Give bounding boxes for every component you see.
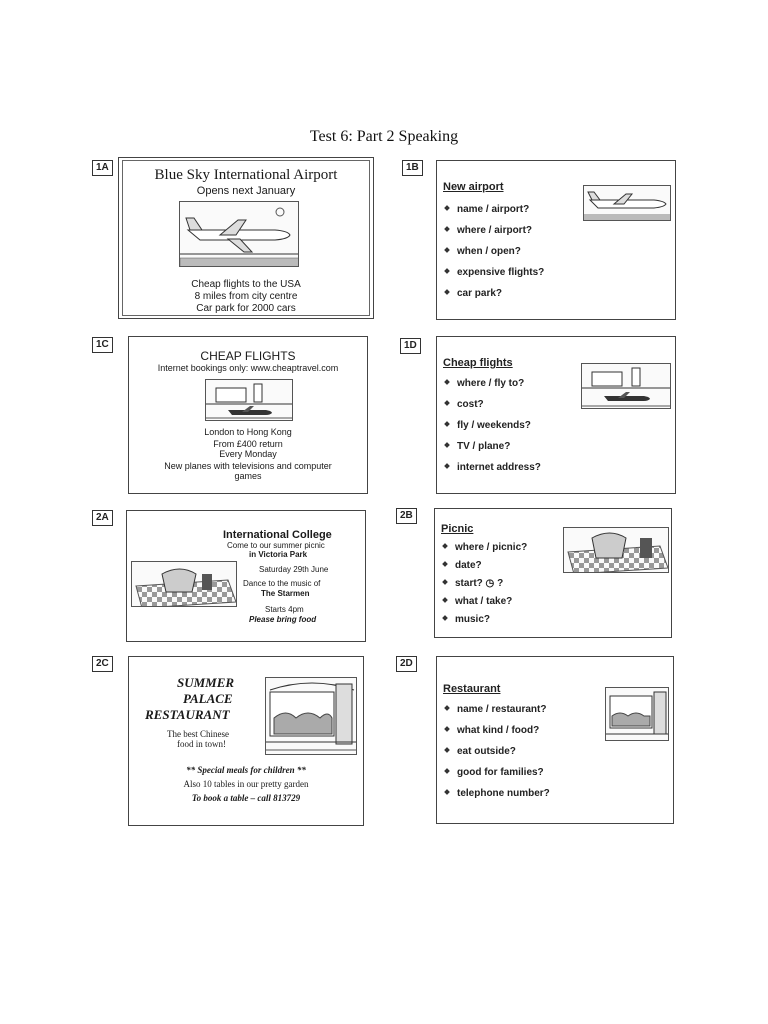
card-1d-title: Cheap flights: [443, 357, 513, 369]
card-2a: [126, 510, 366, 642]
card-2b-questions: [443, 541, 527, 631]
card-2c-title-line-2: PALACE: [183, 691, 233, 706]
card-1b: [436, 160, 676, 320]
card-2b-tag: 2B: [396, 508, 417, 524]
card-1c-subtitle: Internet bookings only: www.cheaptravel.com: [157, 363, 339, 373]
page-title: Test 6: Part 2 Speaking: [309, 128, 459, 145]
list-item: internet address?: [445, 461, 541, 482]
card-1d-questions: [445, 377, 541, 482]
airplane-icon: [583, 185, 671, 221]
card-2c-tagline-2: food in town!: [177, 739, 226, 749]
card-2a-place: in Victoria Park: [249, 550, 308, 559]
list-item: start? ◷ ?: [443, 577, 527, 595]
card-1b-questions: [445, 203, 544, 308]
list-item: date?: [443, 559, 527, 577]
card-2a-title: International College: [223, 529, 332, 541]
card-1a-line-3: Car park for 2000 cars: [196, 303, 296, 314]
card-2c-title-line-3: RESTAURANT: [145, 707, 230, 722]
list-item: name / airport?: [445, 203, 544, 224]
restaurant-icon: [605, 687, 669, 741]
list-item: where / fly to?: [445, 377, 541, 398]
list-item: name / restaurant?: [445, 703, 550, 724]
list-item: good for families?: [445, 766, 550, 787]
airplane-icon: [179, 201, 299, 267]
picnic-basket-icon: [563, 527, 669, 573]
card-2c-line-1: ** Special meals for children **: [186, 765, 306, 775]
card-1d: [436, 336, 676, 494]
card-2c-tag: 2C: [92, 656, 113, 672]
list-item: what / take?: [443, 595, 527, 613]
card-2b: [434, 508, 672, 638]
card-1c-title: CHEAP FLIGHTS: [200, 349, 296, 363]
card-1d-tag: 1D: [400, 338, 421, 354]
card-2a-tag: 2A: [92, 510, 113, 526]
card-2c-line-3: To book a table – call 813729: [191, 793, 301, 803]
picnic-basket-icon: [131, 561, 237, 607]
card-2a-band: The Starmen: [261, 589, 310, 598]
list-item: what kind / food?: [445, 724, 550, 745]
list-item: cost?: [445, 398, 541, 419]
card-1c-line-2: From £400 return: [213, 439, 283, 449]
card-1a-subtitle: Opens next January: [196, 185, 296, 197]
card-1a-title: Blue Sky International Airport: [154, 167, 338, 183]
airport-icon: [581, 363, 671, 409]
card-2d-title: Restaurant: [443, 683, 501, 695]
card-1a-frame: [122, 160, 370, 316]
card-1c-line-3: Every Monday: [219, 449, 277, 459]
card-1b-title: New airport: [443, 181, 504, 193]
card-1a-line-1: Cheap flights to the USA: [191, 279, 301, 290]
card-2d-tag: 2D: [396, 656, 417, 672]
list-item: where / airport?: [445, 224, 544, 245]
list-item: where / picnic?: [443, 541, 527, 559]
restaurant-icon: [265, 677, 357, 755]
card-1c: [128, 336, 368, 494]
card-2b-title: Picnic: [441, 523, 474, 535]
list-item: music?: [443, 613, 527, 631]
card-2c-line-2: Also 10 tables in our pretty garden: [183, 779, 309, 789]
card-2a-dance: Dance to the music of: [243, 579, 321, 588]
card-2d: [436, 656, 674, 824]
card-1c-line-5: games: [234, 471, 262, 481]
list-item: expensive flights?: [445, 266, 544, 287]
card-1c-line-4: New planes with televisions and computer: [164, 461, 332, 471]
card-1c-tag: 1C: [92, 337, 113, 353]
card-1c-line-1: London to Hong Kong: [204, 427, 292, 437]
card-1a-tag: 1A: [92, 160, 113, 176]
list-item: TV / plane?: [445, 440, 541, 461]
card-2c: [128, 656, 364, 826]
card-2a-starts: Starts 4pm: [265, 605, 304, 614]
card-2c-tagline-1: The best Chinese: [167, 729, 229, 739]
card-1a: [118, 157, 374, 319]
list-item: eat outside?: [445, 745, 550, 766]
list-item: fly / weekends?: [445, 419, 541, 440]
list-item: car park?: [445, 287, 544, 308]
card-1a-line-2: 8 miles from city centre: [194, 291, 298, 302]
list-item: when / open?: [445, 245, 544, 266]
card-2a-date: Saturday 29th June: [259, 565, 329, 574]
card-2a-bring: Please bring food: [249, 615, 317, 624]
card-1b-tag: 1B: [402, 160, 423, 176]
card-2d-questions: [445, 703, 550, 808]
card-2c-title-line-1: SUMMER: [177, 675, 235, 690]
airport-icon: [205, 379, 293, 421]
list-item: telephone number?: [445, 787, 550, 808]
card-2a-subtitle: Come to our summer picnic: [227, 541, 325, 550]
